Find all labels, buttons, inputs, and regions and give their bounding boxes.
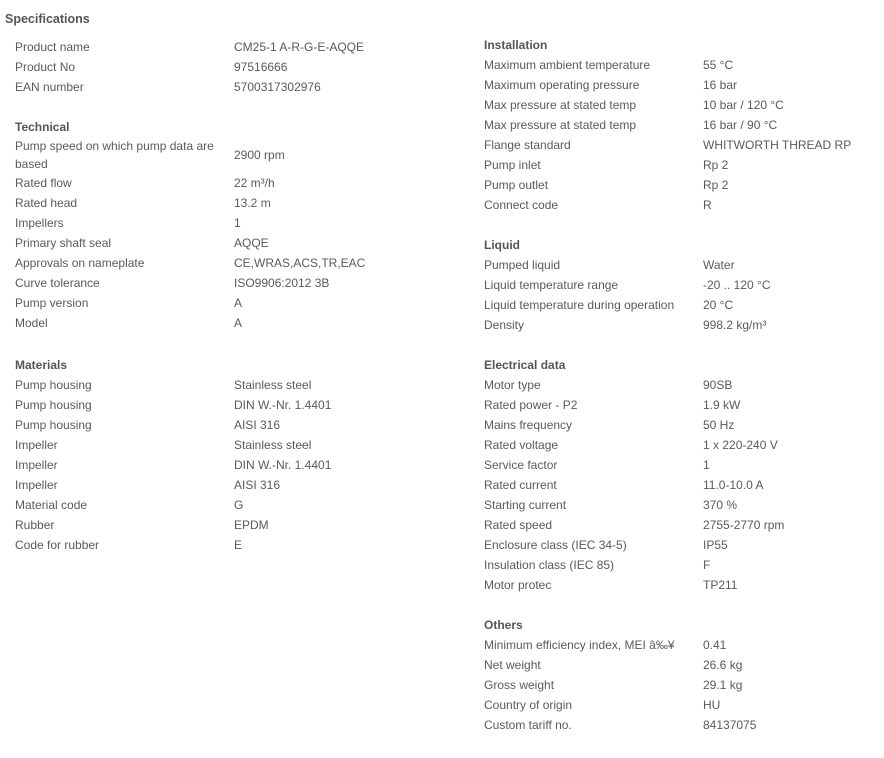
spec-label: Pumped liquid — [484, 258, 561, 272]
technical-rows — [15, 137, 475, 333]
spec-value: 97516666 — [234, 60, 288, 74]
spec-value: EPDM — [234, 518, 269, 532]
spec-label: Impeller — [15, 478, 58, 492]
spec-value: A — [234, 316, 243, 330]
spec-label: Rated current — [484, 478, 557, 492]
spec-label: EAN number — [15, 80, 84, 94]
spec-value: AQQE — [234, 236, 269, 250]
spec-row — [15, 435, 475, 455]
spec-row — [15, 233, 475, 253]
spec-value: 55 °C — [703, 58, 734, 72]
spec-label: Max pressure at stated temp — [484, 98, 637, 112]
spec-value: 1 x 220-240 V — [703, 438, 778, 452]
spec-value: 16 bar / 90 °C — [703, 118, 778, 132]
spec-row — [484, 515, 876, 535]
spec-label: Service factor — [484, 458, 558, 472]
spec-label: Custom tariff no. — [484, 718, 572, 732]
spec-label: Liquid temperature during operation — [484, 298, 675, 312]
spec-label: Starting current — [484, 498, 567, 512]
others-rows — [484, 635, 876, 735]
spec-label: Product No — [15, 60, 76, 74]
spec-row — [15, 137, 475, 173]
spec-value: 84137075 — [703, 718, 757, 732]
spec-row — [15, 495, 475, 515]
spec-value: 29.1 kg — [703, 678, 743, 692]
spec-row — [15, 293, 475, 313]
spec-row — [484, 655, 876, 675]
spec-row — [15, 455, 475, 475]
spec-label: Rubber — [15, 518, 55, 532]
spec-label: Density — [484, 318, 525, 332]
installation-section — [484, 35, 876, 215]
spec-label: Rated voltage — [484, 438, 559, 452]
electrical-section — [484, 355, 876, 595]
section-heading: Technical — [15, 120, 70, 134]
spec-value: Water — [703, 258, 735, 272]
liquid-section — [484, 235, 876, 335]
spec-label: Rated power - P2 — [484, 398, 578, 412]
spec-row — [15, 475, 475, 495]
spec-label: Rated head — [15, 196, 78, 210]
spec-label: Impeller — [15, 438, 58, 452]
spec-row — [484, 155, 876, 175]
spec-row — [15, 253, 475, 273]
installation-rows — [484, 55, 876, 215]
spec-value: Rp 2 — [703, 158, 729, 172]
section-heading: Electrical data — [484, 358, 566, 372]
materials-rows — [15, 375, 475, 555]
basic-section — [15, 37, 475, 97]
spec-value: HU — [703, 698, 721, 712]
section-heading: Liquid — [484, 238, 520, 252]
spec-label: Enclosure class (IEC 34-5) — [484, 538, 627, 552]
spec-row — [15, 415, 475, 435]
spec-value: R — [703, 198, 712, 212]
electrical-rows — [484, 375, 876, 595]
spec-label: Minimum efficiency index, MEI â‰¥ — [484, 638, 675, 652]
spec-value: E — [234, 538, 243, 552]
spec-value: 370 % — [703, 498, 738, 512]
spec-value: 22 m³/h — [234, 176, 275, 190]
spec-value: AISI 316 — [234, 478, 281, 492]
spec-label: Impeller — [15, 458, 58, 472]
spec-row — [15, 395, 475, 415]
spec-value: TP211 — [703, 578, 738, 592]
section-heading: Others — [484, 618, 523, 632]
spec-value: G — [234, 498, 244, 512]
spec-value: CM25-1 A-R-G-E-AQQE — [234, 40, 365, 54]
spec-row — [484, 535, 876, 555]
spec-row — [484, 175, 876, 195]
spec-row — [15, 173, 475, 193]
spec-label: Liquid temperature range — [484, 278, 619, 292]
spec-value: Stainless steel — [234, 378, 312, 392]
spec-value: A — [234, 296, 243, 310]
spec-label: Pump outlet — [484, 178, 549, 192]
others-section — [484, 615, 876, 735]
spec-label: Insulation class (IEC 85) — [484, 558, 615, 572]
spec-row — [484, 95, 876, 115]
spec-label: Maximum ambient temperature — [484, 58, 651, 72]
spec-row — [15, 515, 475, 535]
spec-row — [484, 315, 876, 335]
spec-row — [484, 715, 876, 735]
spec-value: CE,WRAS,ACS,TR,EAC — [234, 256, 366, 270]
spec-value: F — [703, 558, 711, 572]
spec-row — [484, 495, 876, 515]
spec-value: 10 bar / 120 °C — [703, 98, 784, 112]
spec-row — [15, 273, 475, 293]
spec-label: Curve tolerance — [15, 276, 100, 290]
spec-value: IP55 — [703, 538, 728, 552]
spec-value: Stainless steel — [234, 438, 312, 452]
spec-row — [15, 213, 475, 233]
spec-label: Pump inlet — [484, 158, 541, 172]
spec-label: Rated flow — [15, 176, 72, 190]
spec-row — [15, 375, 475, 395]
spec-value: 5700317302976 — [234, 80, 321, 94]
spec-label: Product name — [15, 40, 90, 54]
spec-value: 50 Hz — [703, 418, 735, 432]
section-heading: Materials — [15, 358, 68, 372]
spec-label: Flange standard — [484, 138, 571, 152]
spec-label: Pump housing — [15, 418, 92, 432]
technical-section — [15, 117, 475, 333]
spec-row — [15, 193, 475, 213]
spec-label: Motor type — [484, 378, 541, 392]
spec-row — [484, 555, 876, 575]
spec-label: Connect code — [484, 198, 559, 212]
spec-row — [484, 675, 876, 695]
spec-row — [484, 255, 876, 275]
page-title: Specifications — [5, 12, 90, 26]
spec-label: Mains frequency — [484, 418, 573, 432]
spec-label: Rated speed — [484, 518, 553, 532]
spec-value: 2900 rpm — [234, 148, 285, 162]
spec-value: 1 — [234, 216, 241, 230]
spec-value: 998.2 kg/m³ — [703, 318, 767, 332]
spec-value: 1 — [703, 458, 710, 472]
spec-value: WHITWORTH THREAD RP — [703, 138, 852, 152]
spec-label: Max pressure at stated temp — [484, 118, 637, 132]
section-heading: Installation — [484, 38, 548, 52]
spec-label: Net weight — [484, 658, 541, 672]
spec-row — [484, 75, 876, 95]
spec-row — [484, 395, 876, 415]
spec-row — [484, 475, 876, 495]
spec-value: -20 .. 120 °C — [703, 278, 771, 292]
materials-section — [15, 355, 475, 555]
spec-label: Pump housing — [15, 398, 92, 412]
spec-value: 0.41 — [703, 638, 727, 652]
spec-row — [484, 275, 876, 295]
spec-label: Code for rubber — [15, 538, 100, 552]
spec-value: 13.2 m — [234, 196, 271, 210]
spec-label: Impellers — [15, 216, 64, 230]
spec-row — [484, 195, 876, 215]
spec-label: Pump housing — [15, 378, 92, 392]
spec-label: Model — [15, 316, 48, 330]
spec-row — [484, 135, 876, 155]
spec-value: 90SB — [703, 378, 733, 392]
spec-label: Maximum operating pressure — [484, 78, 640, 92]
spec-row — [484, 115, 876, 135]
spec-value: 20 °C — [703, 298, 734, 312]
spec-label: Motor protec — [484, 578, 552, 592]
spec-row — [484, 635, 876, 655]
spec-value: DIN W.-Nr. 1.4401 — [234, 458, 332, 472]
spec-value: ISO9906:2012 3B — [234, 276, 330, 290]
spec-value: DIN W.-Nr. 1.4401 — [234, 398, 332, 412]
spec-row — [15, 37, 475, 57]
spec-row — [484, 55, 876, 75]
spec-label: Pump version — [15, 296, 89, 310]
spec-row — [484, 415, 876, 435]
spec-row — [484, 295, 876, 315]
spec-value: Rp 2 — [703, 178, 729, 192]
spec-label: Gross weight — [484, 678, 555, 692]
spec-row — [484, 695, 876, 715]
spec-row — [15, 535, 475, 555]
spec-row — [484, 575, 876, 595]
spec-value: 11.0-10.0 A — [703, 478, 764, 492]
spec-value: 26.6 kg — [703, 658, 743, 672]
spec-row — [15, 77, 475, 97]
spec-label: Approvals on nameplate — [15, 256, 145, 270]
spec-row — [484, 375, 876, 395]
spec-row — [15, 313, 475, 333]
spec-value: AISI 316 — [234, 418, 281, 432]
spec-value: 2755-2770 rpm — [703, 518, 785, 532]
spec-value: 1.9 kW — [703, 398, 741, 412]
spec-value: 16 bar — [703, 78, 738, 92]
spec-row — [484, 435, 876, 455]
liquid-rows — [484, 255, 876, 335]
spec-label: Country of origin — [484, 698, 573, 712]
spec-label: Primary shaft seal — [15, 236, 112, 250]
spec-label: Material code — [15, 498, 88, 512]
spec-row — [484, 455, 876, 475]
spec-row — [15, 57, 475, 77]
spec-label: Pump speed on which pump data are based — [15, 139, 214, 171]
